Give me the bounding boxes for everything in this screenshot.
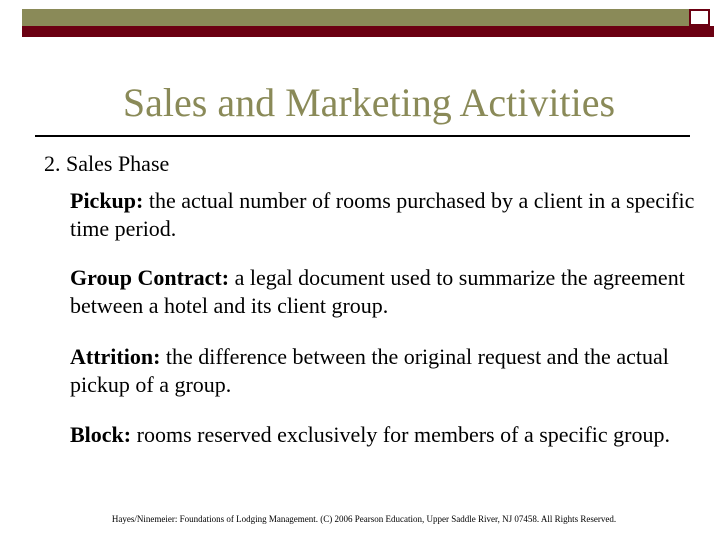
band-olive-stripe: [22, 9, 689, 26]
slide-title: Sales and Marketing Activities: [122, 80, 616, 125]
band-red-stripe: [22, 26, 714, 37]
definition-text: the difference between the original request and the actual pickup of a group.: [70, 344, 669, 397]
definition-term: Pickup:: [70, 188, 144, 213]
definition-text: the actual number of rooms purchased by a client in a specific time period.: [70, 188, 695, 241]
definition-group-contract: [70, 264, 700, 320]
definition-pickup: [70, 187, 700, 243]
definition-block: [70, 421, 700, 449]
top-decorative-band: [0, 0, 720, 36]
definition-term: Group Contract:: [70, 265, 230, 290]
title-divider: [35, 135, 690, 137]
section-heading: 2. Sales Phase: [44, 151, 170, 176]
definition-attrition: [70, 343, 700, 399]
definition-term: Block:: [70, 422, 132, 447]
corner-square-icon: [689, 9, 710, 26]
definition-text: a legal document used to summarize the agreement between a hotel and its client group.: [70, 265, 685, 318]
definition-text: rooms reserved exclusively for members of a specific group.: [131, 422, 670, 447]
definition-term: Attrition:: [70, 344, 161, 369]
footer-citation: Hayes/Ninemeier: Foundations of Lodging Management. (C) 2006 Pearson Education, Upper Saddle River, NJ 07458. All Rights Reserved.: [111, 514, 617, 524]
